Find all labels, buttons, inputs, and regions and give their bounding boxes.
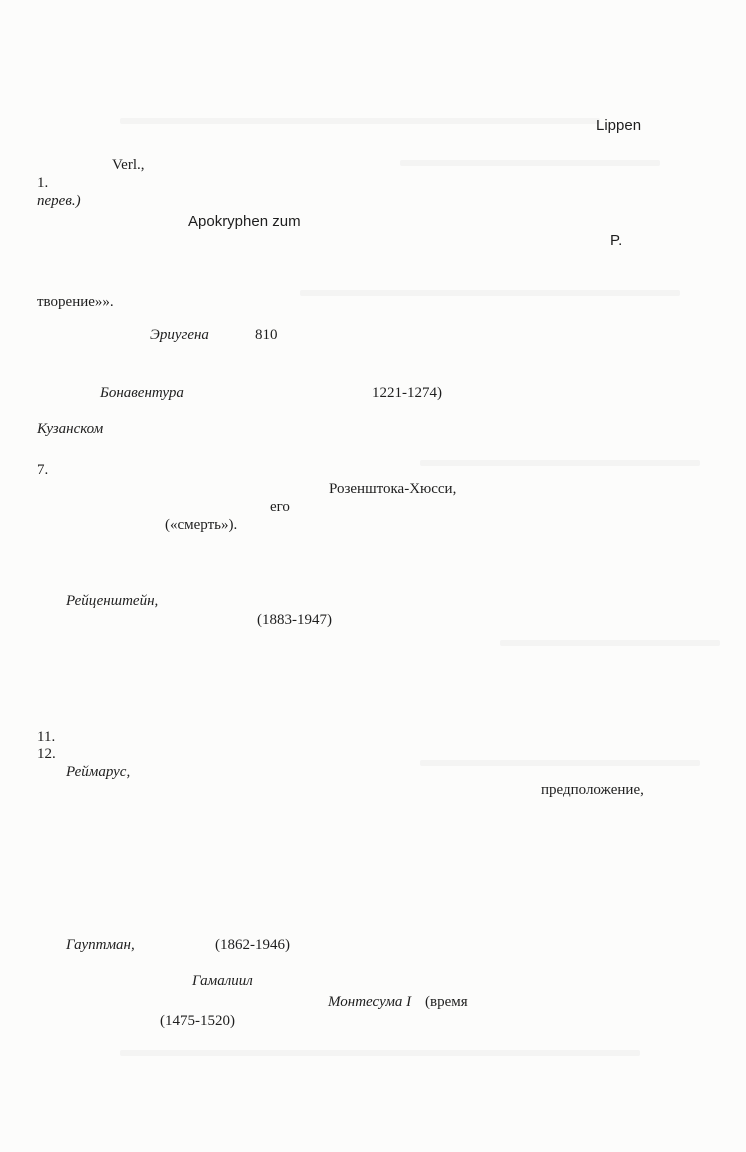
text-predpolozhenie: предположение,: [541, 782, 644, 798]
text-tvorenie: творение»».: [37, 294, 114, 310]
text-p: P.: [610, 232, 623, 249]
bleed-through-mark: [420, 460, 700, 466]
bleed-through-mark: [400, 160, 660, 166]
years-1221-1274: 1221-1274): [372, 385, 442, 401]
note-number-1: 1.: [37, 175, 49, 191]
bleed-through-mark: [120, 1050, 640, 1056]
note-number-7: 7.: [37, 462, 49, 478]
note-number-11: 11.: [37, 729, 56, 745]
text-gamaliil: Гамалиил: [192, 973, 253, 989]
bleed-through-mark: [420, 760, 700, 766]
years-1862-1946: (1862-1946): [215, 937, 290, 953]
text-gauptman: Гауптман,: [66, 937, 135, 953]
text-ego: его: [270, 499, 290, 515]
year-810: 810: [255, 327, 278, 343]
note-number-12: 12.: [37, 746, 56, 762]
text-vremya: (время: [425, 994, 468, 1010]
text-bonaventura: Бонавентура: [100, 385, 184, 401]
years-1475-1520: (1475-1520): [160, 1013, 235, 1029]
text-reitsenshtein: Рейценштейн,: [66, 593, 159, 609]
text-kuzanskom: Кузанском: [37, 421, 104, 437]
text-smert: («смерть»).: [165, 517, 238, 533]
bleed-through-mark: [120, 118, 600, 124]
text-reimarus: Реймарус,: [66, 764, 131, 780]
text-verl: Verl.,: [112, 157, 145, 173]
text-lippen: Lippen: [596, 117, 642, 134]
text-apokryphen: Apokryphen zum: [188, 213, 301, 230]
bleed-through-mark: [500, 640, 720, 646]
bleed-through-mark: [300, 290, 680, 296]
text-perev: перев.): [37, 193, 81, 209]
text-eriugena: Эриугена: [150, 327, 209, 343]
years-1883-1947: (1883-1947): [257, 612, 332, 628]
text-rozenshtok: Розенштока-Хюсси,: [329, 481, 457, 497]
text-montesuma: Монтесума I: [328, 994, 412, 1010]
